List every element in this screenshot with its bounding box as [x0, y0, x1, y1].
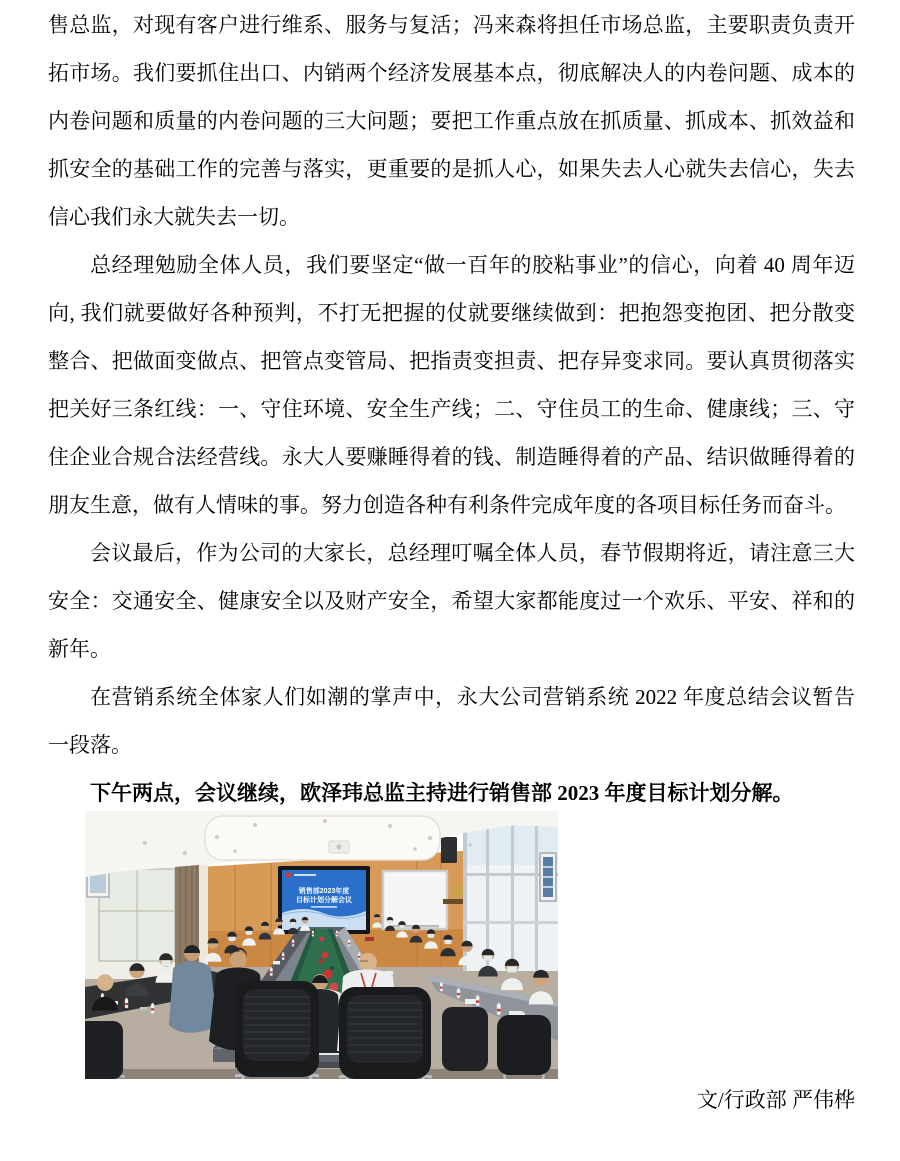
byline: 文/行政部 严伟桦	[696, 1088, 855, 1112]
paragraph-2: 总经理勉励全体人员，我们要坚定“做一百年的胶粘事业”的信心，向着 40 周年迈向, 我们就要做好各种预判，不打无把握的仗就要继续做到：把抱怨变抱团、把分散变整合、把做面变做点、把管点变管局、把指责变担责、把存异变求同。要认真贯彻落实把关好三条红线：一、守住环境、安全生产线；二、守住员工的生命、健康线；三、守住企业合规合法经营线。永大人要赚睡得着的钱、制造睡得着的产品、结识做睡得着的朋友生意，做有人情味的事。努力创造各种有利条件完成年度的各项目标任务而奋斗。	[48, 253, 855, 517]
office-chair-right	[339, 987, 432, 1079]
paragraph-5-bold: 下午两点，会议继续，欧泽玮总监主持进行销售部 2023 年度目标计划分解。	[90, 781, 794, 805]
slide-logo	[285, 873, 292, 877]
paragraph-3: 会议最后，作为公司的大家长，总经理叮嘱全体人员，春节假期将近，请注意三大安全：交通安全、健康安全以及财产安全，希望大家都能度过一个欢乐、平安、祥和的新年。	[48, 541, 855, 661]
projector	[329, 841, 349, 853]
office-chair-left	[235, 981, 319, 1079]
paragraph-1: 售总监，对现有客户进行维系、服务与复活；冯来森将担任市场总监，主要职责负责开拓市场。我们要抓住出口、内销两个经济发展基本点，彻底解决人的内卷问题、成本的内卷问题和质量的内卷问题的三大问题；要把工作重点放在抓质量、抓成本、抓效益和抓安全的基础工作的完善与落实，更重要的是抓人心，如果失去人心就失去信心，失去信心我们永大就失去一切。	[48, 13, 855, 229]
meeting-room-scene	[85, 811, 558, 1079]
slide-title-line1: 销售部2023年度	[298, 888, 350, 895]
office-chair-far-left	[85, 1021, 125, 1079]
office-chair-far-right-2	[497, 1015, 551, 1079]
floor-shadow	[85, 1069, 558, 1079]
window-wall	[463, 825, 558, 971]
red-folder	[365, 937, 374, 941]
wall-art-right	[540, 853, 556, 901]
speaker-box	[441, 837, 457, 863]
office-chair-far-right-1	[442, 1007, 488, 1071]
meeting-photo	[85, 811, 558, 1079]
paragraph-4: 在营销系统全体家人们如潮的掌声中，永大公司营销系统 2022 年度总结会议暂告一段落。	[48, 685, 855, 757]
slide-title-line2: 目标计划分解会议	[296, 897, 352, 904]
